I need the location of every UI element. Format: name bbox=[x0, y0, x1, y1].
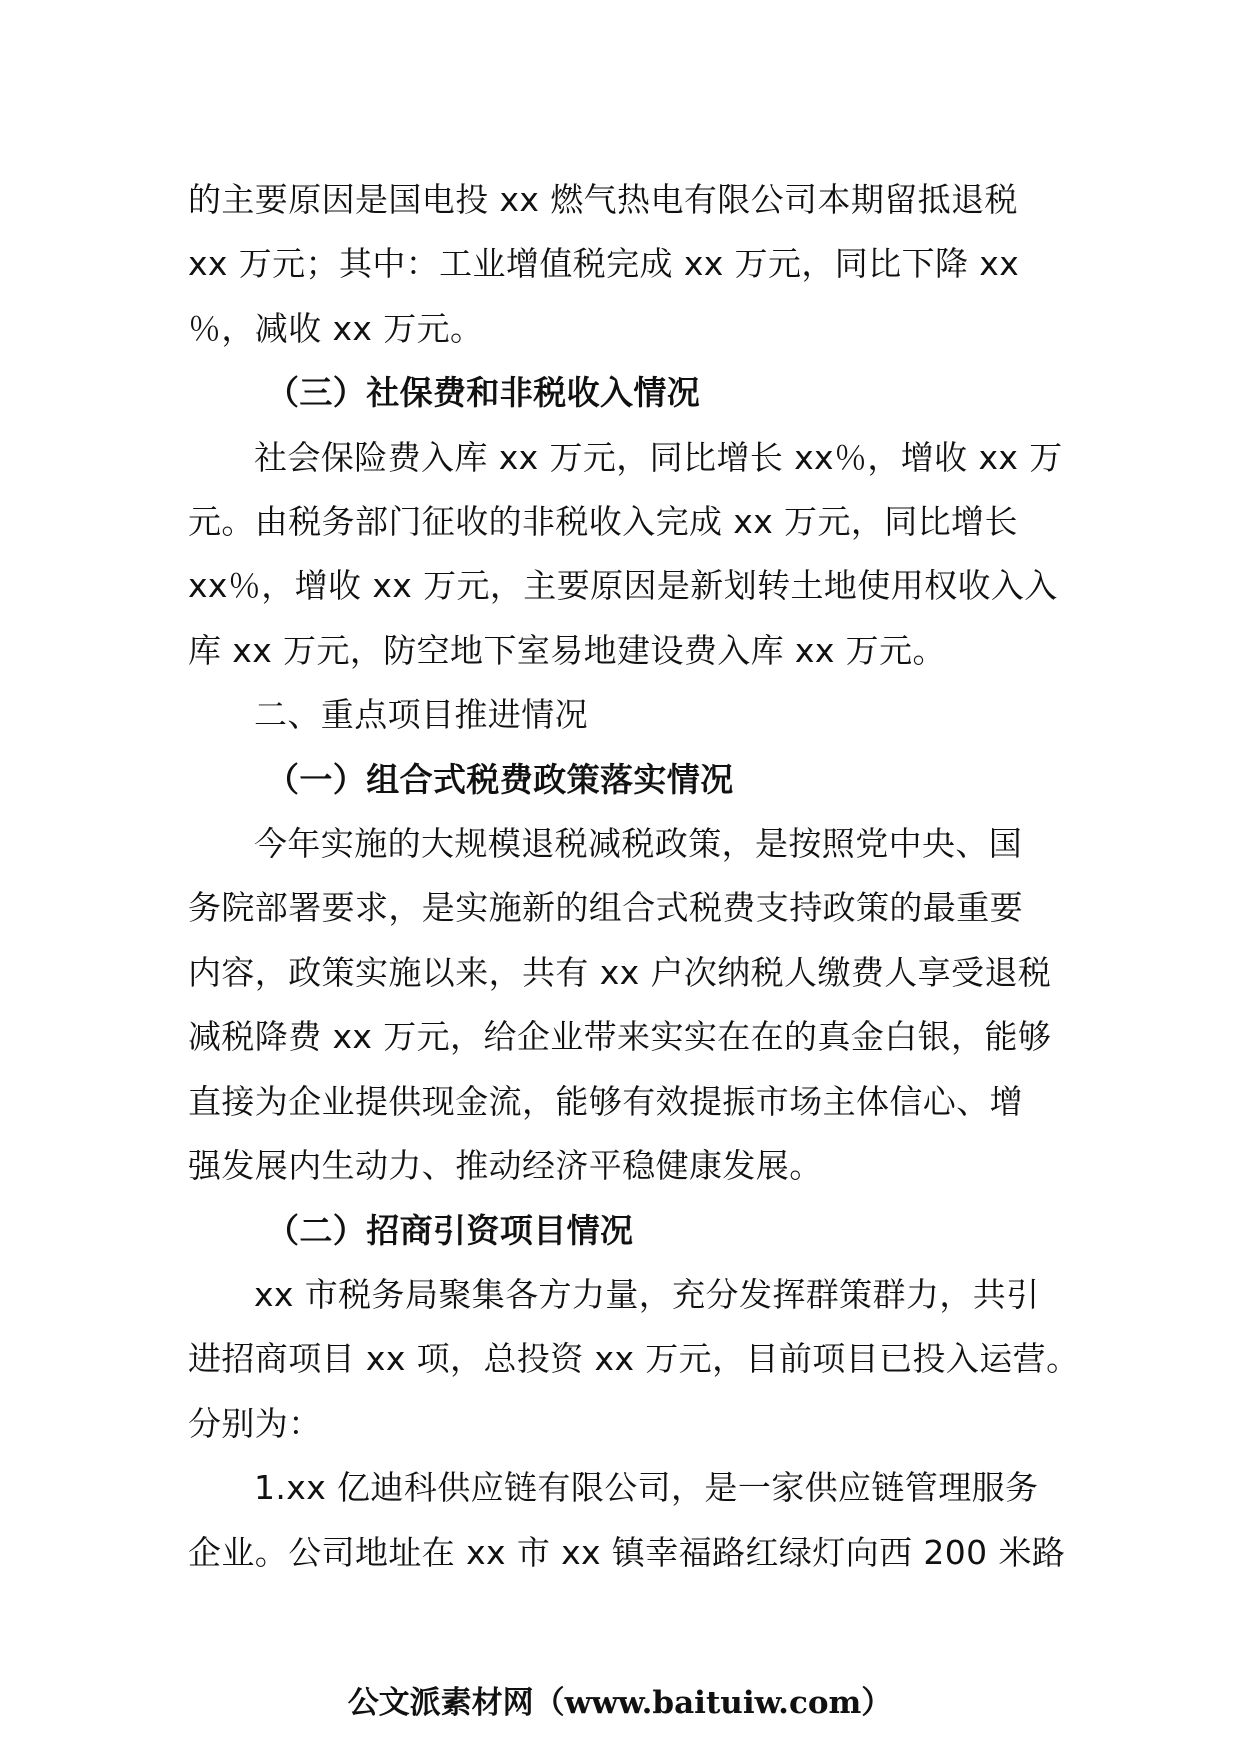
section-heading-investment: （二）招商引资项目情况 bbox=[266, 1210, 634, 1250]
body-line: 元。由税务部门征收的非税收入完成 xx 万元，同比增长 bbox=[188, 502, 1018, 542]
footer-watermark-text: 公文派素材网（www.baituiw.com） bbox=[347, 1685, 893, 1721]
body-line: 直接为企业提供现金流，能够有效提振市场主体信心、增 bbox=[188, 1081, 1023, 1121]
paragraph-first-line: xx 市税务局聚集各方力量，充分发挥群策群力，共引 bbox=[254, 1274, 1040, 1314]
paragraph-first-line: 社会保险费入库 xx 万元，同比增长 xx％，增收 xx 万 bbox=[254, 437, 1063, 477]
body-line: 分别为： bbox=[188, 1403, 322, 1443]
body-line: 务院部署要求，是实施新的组合式税费支持政策的最重要 bbox=[188, 888, 1023, 928]
section-heading-social-insurance: （三）社保费和非税收入情况 bbox=[266, 373, 701, 413]
body-line: ％，减收 xx 万元。 bbox=[188, 308, 484, 348]
body-line: 内容，政策实施以来，共有 xx 户次纳税人缴费人享受退税 bbox=[188, 952, 1052, 992]
paragraph-first-line: 今年实施的大规模退税减税政策，是按照党中央、国 bbox=[254, 824, 1023, 864]
body-line: 的主要原因是国电投 xx 燃气热电有限公司本期留抵退税 bbox=[188, 180, 1018, 219]
chapter-heading-key-projects: 二、重点项目推进情况 bbox=[254, 695, 588, 735]
document-body bbox=[188, 168, 1080, 1585]
body-line: 强发展内生动力、推动经济平稳健康发展。 bbox=[188, 1146, 823, 1186]
body-line: 进招商项目 xx 项，总投资 xx 万元，目前项目已投入运营。 bbox=[188, 1339, 1080, 1379]
body-line: 减税降费 xx 万元，给企业带来实实在在的真金白银，能够 bbox=[188, 1017, 1052, 1057]
section-heading-tax-policy: （一）组合式税费政策落实情况 bbox=[266, 759, 734, 799]
body-line: xx％，增收 xx 万元，主要原因是新划转土地使用权收入入 bbox=[188, 566, 1058, 606]
body-line: 企业。公司地址在 xx 市 xx 镇幸福路红绿灯向西 200 米路 bbox=[188, 1532, 1066, 1572]
body-line: 库 xx 万元，防空地下室易地建设费入库 xx 万元。 bbox=[188, 630, 946, 670]
list-item-first-line: 1.xx 亿迪科供应链有限公司，是一家供应链管理服务 bbox=[254, 1468, 1039, 1508]
body-line: xx 万元；其中：工业增值税完成 xx 万元，同比下降 xx bbox=[188, 244, 1020, 284]
